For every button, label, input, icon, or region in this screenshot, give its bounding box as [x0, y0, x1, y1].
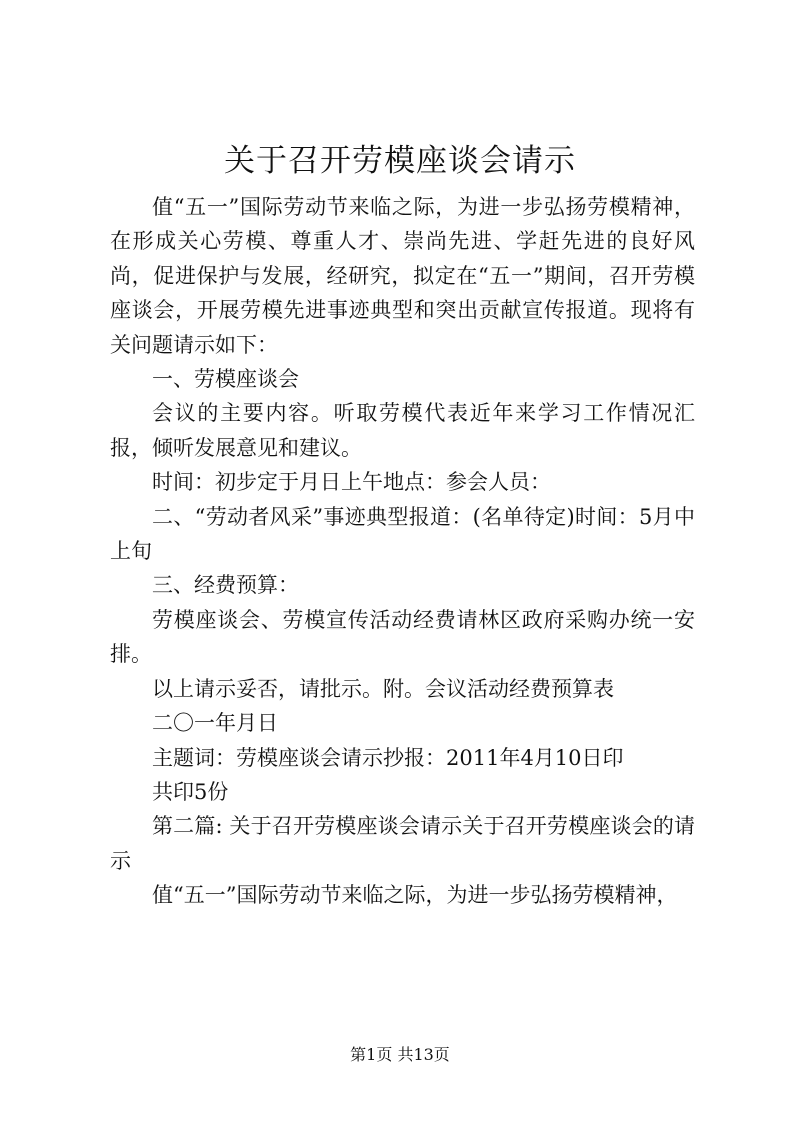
paragraph-intro: 值“五一”国际劳动节来临之际，为进一步弘扬劳模精神，在形成关心劳模、尊重人才、崇尚先进、学赶先进的良好风尚，促进保护与发展，经研究，拟定在“五一”期间，召开劳模座谈会，开展劳模先进事迹典型和突出贡献宣传报道。现将有关问题请示如下：	[110, 195, 695, 357]
document-title: 关于召开劳模座谈会请示	[224, 143, 576, 179]
section-heading-symposium: 一、劳模座谈会	[152, 367, 299, 392]
section-heading-budget: 三、经费预算：	[152, 573, 299, 598]
paragraph-second-article-intro: 值“五一”国际劳动节来临之际，为进一步弘扬劳模精神，	[152, 883, 678, 908]
paragraph-print-count: 共印5份	[152, 779, 229, 804]
paragraph-approval-request: 以上请示妥否，请批示。附。会议活动经费预算表	[152, 676, 614, 701]
paragraph-keywords: 主题词：劳模座谈会请示抄报：2011年4月10日印	[152, 745, 624, 770]
paragraph-date: 二〇一年月日	[152, 711, 278, 736]
document-body	[110, 190, 695, 913]
section-heading-reports: 二、“劳动者风采”事迹典型报道：(名单待定)时间：5月中上旬	[110, 504, 695, 564]
paragraph-time-location: 时间：初步定于月日上午地点：参会人员：	[152, 470, 551, 495]
paragraph-meeting-content: 会议的主要内容。听取劳模代表近年来学习工作情况汇报，倾听发展意见和建议。	[110, 401, 695, 460]
paragraph-budget: 劳模座谈会、劳模宣传活动经费请林区政府采购办统一安排。	[110, 607, 695, 667]
page-number-footer: 第1页 共13页	[350, 1045, 450, 1064]
paragraph-second-article-title: 第二篇: 关于召开劳模座谈会请示关于召开劳模座谈会的请示	[110, 814, 695, 873]
